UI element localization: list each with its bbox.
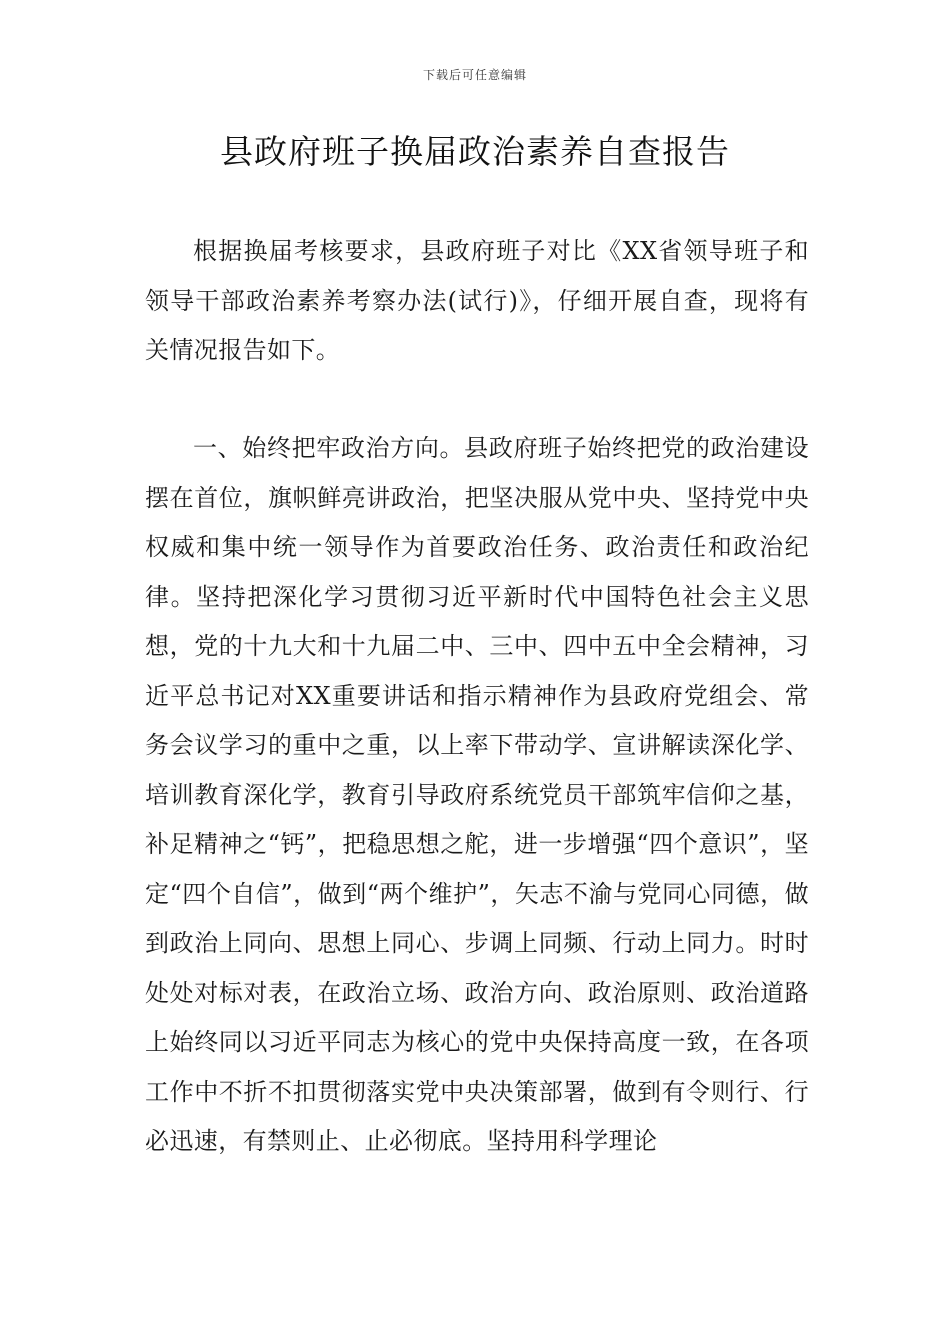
document-title: 县政府班子换届政治素养自查报告 [220, 132, 730, 171]
section-one-paragraph: 一、始终把牢政治方向。县政府班子始终把党的政治建设摆在首位，旗帜鲜亮讲政治，把坚决服从党中央、坚持党中央权威和集中统一领导作为首要政治任务、政治责任和政治纪律。坚持把深化学习贯彻习近平新时代中国特色社会主义思想，党的十九大和十九届二中、三中、四中五中全会精神，习近平总书记对XX重要讲话和指示精神作为县政府党组会、常务会议学习的重中之重，以上率下带动学、宣讲解读深化学、培训教育深化学，教育引导政府系统党员干部筑牢信仰之基，补足精神之“钙”，把稳思想之舵，进一步增强“四个意识”，坚定“四个自信”，做到“两个维护”，矢志不渝与党同心同德，做到政治上同向、思想上同心、步调上同频、行动上同力。时时处处对标对表，在政治立场、政治方向、政治原则、政治道路上始终同以习近平同志为核心的党中央保持高度一致，在各项工作中不折不扣贯彻落实党中央决策部署，做到有令则行、行必迅速，有禁则止、止必彻底。坚持用科学理论 [145, 434, 809, 1155]
intro-paragraph: 根据换届考核要求，县政府班子对比《XX省领导班子和领导干部政治素养考察办法(试行)》，仔细开展自查，现将有关情况报告如下。 [145, 237, 809, 364]
header-note: 下载后可任意编辑 [422, 68, 527, 82]
